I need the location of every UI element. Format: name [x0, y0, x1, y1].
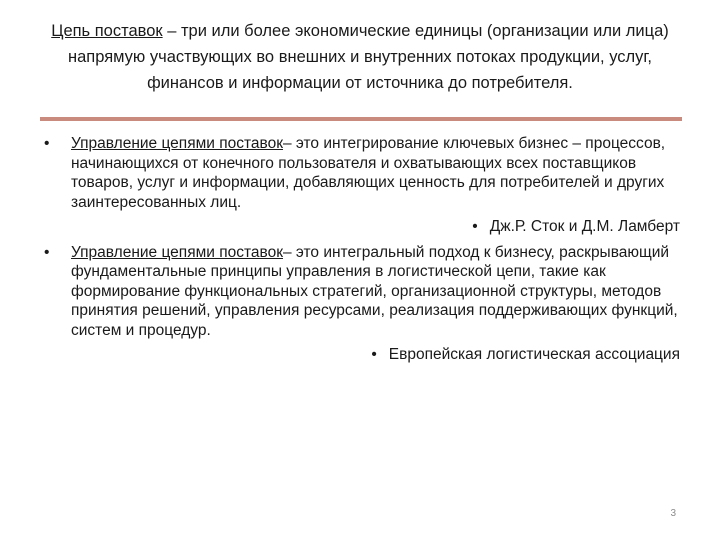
attribution-bullet: • — [472, 218, 478, 235]
definition-item — [44, 243, 684, 341]
definitions-list — [44, 134, 684, 371]
definition-text: – это интегрирование ключевых бизнес – процессов, начинающихся от конечного пользователя и охватывающих всех поставщиков товаров, услуг и информации, добавляющих ценность для потребителей и других заинтересованных лиц. — [71, 135, 666, 211]
attribution-text: Дж.Р. Сток и Д.М. Ламберт — [489, 218, 680, 235]
title-term: Цепь поставок — [51, 22, 163, 40]
title-block — [40, 18, 680, 96]
bullet: • — [44, 243, 50, 261]
definition-item — [44, 134, 684, 212]
title-text: – три или более экономические единицы (организации или лица) напрямую участвующих во внешних и внутренних потоках продукции, услуг, финансов и информации от источника до потребителя. — [67, 22, 669, 92]
attribution — [44, 217, 684, 237]
attribution-bullet: • — [371, 346, 377, 363]
attribution — [44, 345, 684, 365]
bullet: • — [44, 135, 50, 152]
definition-term: Управление цепями поставок — [71, 135, 283, 152]
page-number: 3 — [670, 508, 676, 519]
title-divider — [40, 117, 682, 121]
definition-term: Управление цепями поставок — [71, 243, 283, 261]
definition-text: – это интегральный подход к бизнесу, раскрывающий фундаментальные принципы управления в логистической цепи, такие как формирование функциональных стратегий, организационной структуры, методов принятия решений, управления ресурсами, реализация поддерживающих функций, систем и процедур. — [71, 243, 678, 339]
attribution-text: Европейская логистическая ассоциация — [388, 346, 680, 363]
